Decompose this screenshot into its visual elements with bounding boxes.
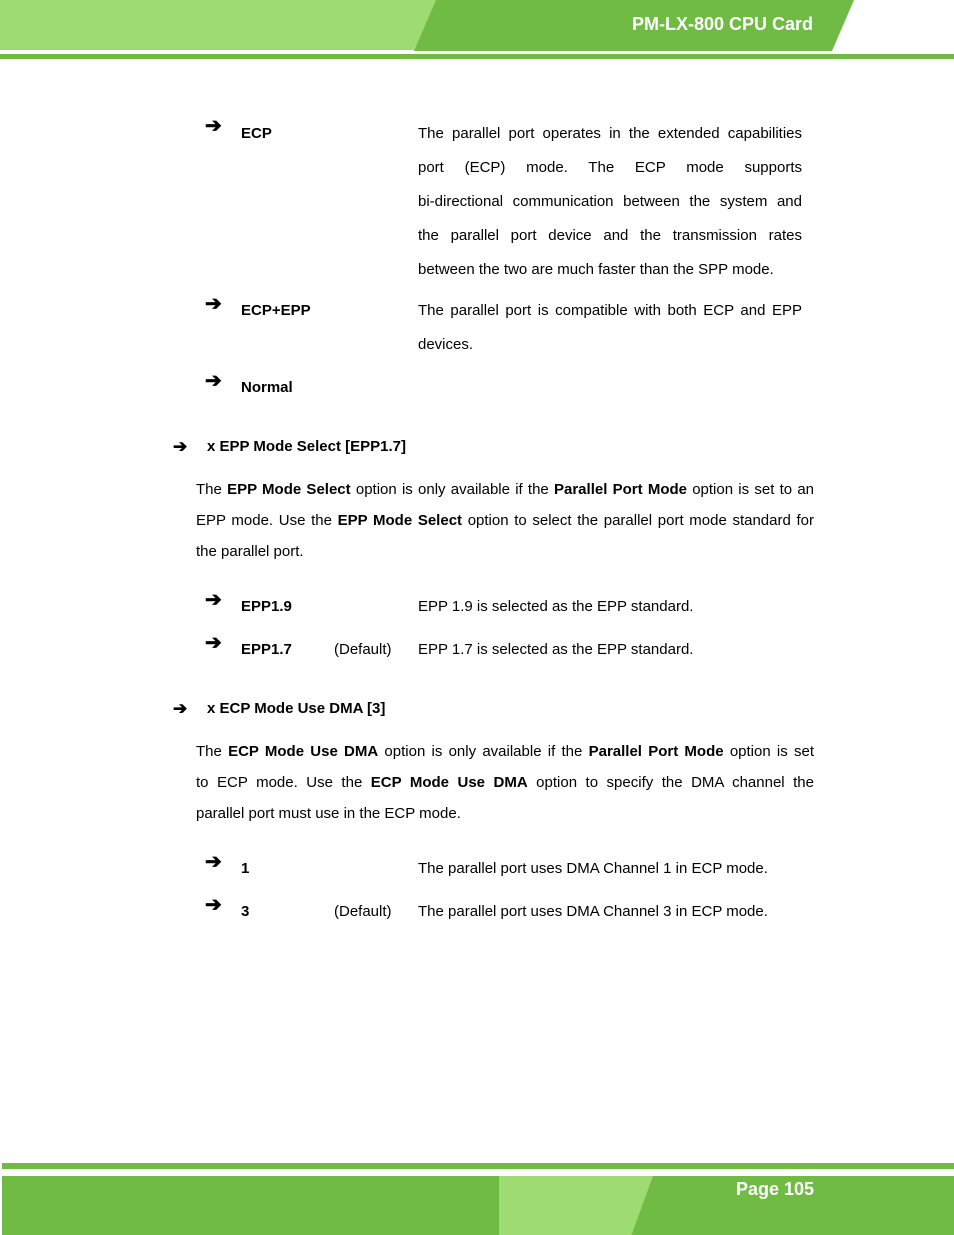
arrow-icon: ➔	[173, 699, 188, 718]
header-band-light	[0, 0, 440, 50]
option-label-normal: Normal	[241, 379, 293, 396]
option-label-epp17: EPP1.7	[241, 641, 292, 658]
option-label-dma-3: 3	[241, 903, 250, 920]
option-default-dma-3: (Default)	[334, 903, 392, 920]
footer-rule	[2, 1163, 954, 1169]
option-description-ecp: The parallel port operates in the extended capabilities port (ECP) mode. The ECP mode supports bi-directional communication between the system and the parallel port device and the transmission rates between the two are much faster than the SPP mode.	[418, 125, 802, 278]
footer-band-light	[499, 1176, 653, 1235]
arrow-icon: ➔	[205, 293, 222, 315]
option-description-ecp-epp: The parallel port is compatible with both ECP and EPP devices.	[418, 302, 802, 353]
arrow-icon: ➔	[205, 632, 222, 654]
page-number: Page 105	[735, 1179, 814, 1199]
option-label-epp19: EPP1.9	[241, 598, 292, 615]
section-paragraph-epp: The EPP Mode Select option is only available if the Parallel Port Mode option is set to an EPP mode. Use the EPP Mode Select option to select the parallel port mode standard for the parallel port.	[196, 481, 815, 560]
option-label-ecp: ECP	[241, 125, 272, 142]
option-default-epp17: (Default)	[334, 641, 392, 658]
option-description-epp19: EPP 1.9 is selected as the EPP standard.	[418, 598, 694, 615]
section-heading-epp-mode-select: x EPP Mode Select [EPP1.7]	[207, 438, 406, 455]
option-label-ecp-epp: ECP+EPP	[241, 302, 311, 319]
header-rule	[0, 54, 954, 59]
section-paragraph-ecp: The ECP Mode Use DMA option is only available if the Parallel Port Mode option is set to ECP mode. Use the ECP Mode Use DMA option to specify the DMA channel the parallel port must use in the ECP mode.	[196, 743, 814, 822]
arrow-icon: ➔	[205, 894, 222, 916]
arrow-icon: ➔	[173, 437, 188, 456]
arrow-icon: ➔	[205, 851, 222, 873]
header-title: PM-LX-800 CPU Card	[631, 14, 813, 34]
arrow-icon: ➔	[205, 589, 222, 611]
arrow-icon: ➔	[205, 370, 222, 392]
option-label-dma-1: 1	[241, 860, 250, 877]
arrow-icon: ➔	[205, 115, 222, 137]
option-description-dma-1: The parallel port uses DMA Channel 1 in ECP mode.	[418, 860, 768, 877]
option-description-epp17: EPP 1.7 is selected as the EPP standard.	[418, 641, 694, 658]
option-description-dma-3: The parallel port uses DMA Channel 3 in ECP mode.	[418, 903, 768, 920]
section-heading-ecp-mode-use-dma: x ECP Mode Use DMA [3]	[207, 700, 386, 717]
